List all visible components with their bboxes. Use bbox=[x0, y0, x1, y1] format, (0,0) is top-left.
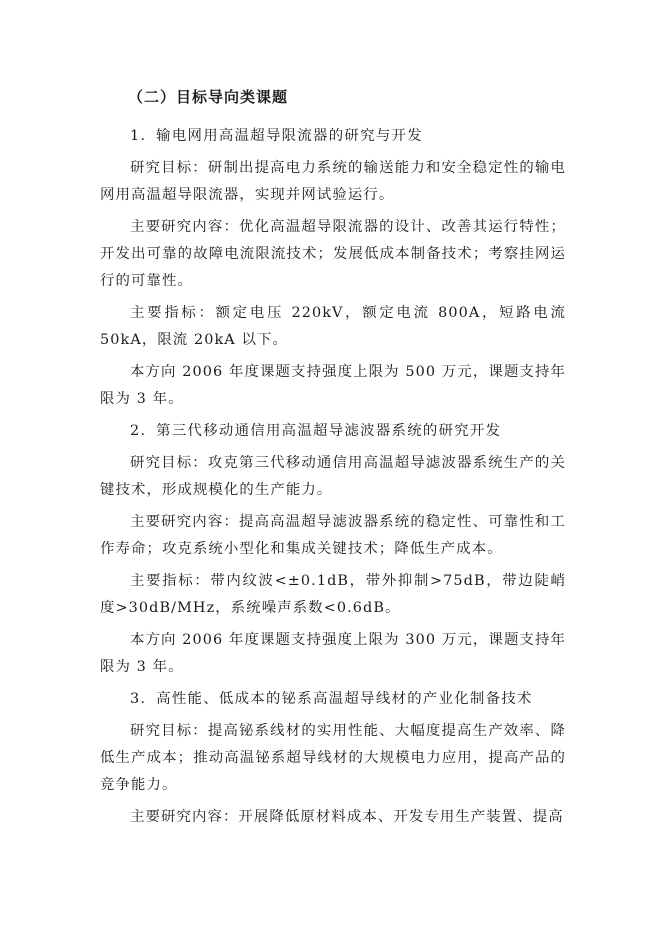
topic-indicators: 主要指标：额定电压 220kV，额定电流 800A，短路电流 50kA，限流 20kA 以下。 bbox=[100, 305, 566, 348]
topic-goal: 研究目标：研制出提高电力系统的输送能力和安全稳定性的输电网用高温超导限流器，实现并网试验运行。 bbox=[100, 160, 566, 203]
topic-goal: 研究目标：攻克第三代移动通信用高温超导滤波器系统生产的关键技术，形成规模化的生产能力。 bbox=[100, 455, 566, 498]
topic-title: 1．输电网用高温超导限流器的研究与开发 bbox=[130, 128, 423, 144]
document-page bbox=[100, 85, 566, 836]
topic-content: 主要研究内容：优化高温超导限流器的设计、改善其运行特性；开发出可靠的故障电流限流技术；发展低成本制备技术；考察挂网运行的可靠性。 bbox=[100, 219, 566, 289]
topic-indicators: 主要指标：带内纹波<±0.1dB，带外抑制>75dB，带边陡峭度>30dB/MHz，系统噪声系数<0.6dB。 bbox=[100, 573, 566, 616]
topic-goal: 研究目标：提高铋系线材的实用性能、大幅度提高生产效率、降低生产成本；推动高温铋系超导线材的大规模电力应用，提高产品的竞争能力。 bbox=[100, 723, 566, 793]
topic-content: 主要研究内容：开展降低原材料成本、开发专用生产装置、提高 bbox=[130, 809, 564, 825]
section-heading: （二）目标导向类课题 bbox=[128, 88, 289, 106]
topic-funding: 本方向 2006 年度课题支持强度上限为 500 万元，课题支持年限为 3 年。 bbox=[100, 364, 566, 407]
topic-title: 2．第三代移动通信用高温超导滤波器系统的研究开发 bbox=[130, 423, 502, 439]
topic-title: 3．高性能、低成本的铋系高温超导线材的产业化制备技术 bbox=[130, 691, 533, 707]
topic-content: 主要研究内容：提高高温超导滤波器系统的稳定性、可靠性和工作寿命；攻克系统小型化和集成关键技术；降低生产成本。 bbox=[100, 514, 566, 557]
topic-funding: 本方向 2006 年度课题支持强度上限为 300 万元，课题支持年限为 3 年。 bbox=[100, 632, 566, 675]
